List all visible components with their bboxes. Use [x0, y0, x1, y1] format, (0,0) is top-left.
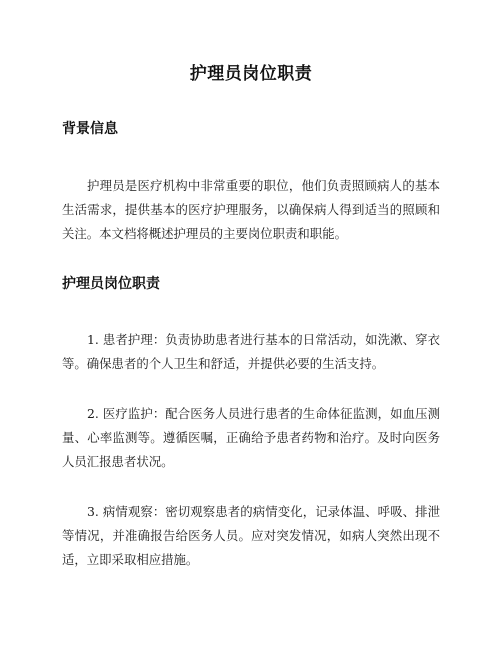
- section-heading-duties: 护理员岗位职责: [62, 276, 160, 292]
- duty-item-condition-observation: 3. 病情观察：密切观察患者的病情变化，记录体温、呼吸、排泄等情况，并准确报告给医务人员。应对突发情况，如病人突然出现不适，立即采取相应措施。: [62, 504, 440, 567]
- background-paragraph: 护理员是医疗机构中非常重要的职位，他们负责照顾病人的基本生活需求，提供基本的医疗护理服务，以确保病人得到适当的照顾和关注。本文档将概述护理员的主要岗位职责和职能。: [62, 178, 440, 241]
- duty-item-patient-care: 1. 患者护理：负责协助患者进行基本的日常活动，如洗漱、穿衣等。确保患者的个人卫生和舒适，并提供必要的生活支持。: [62, 332, 440, 371]
- document-title: 护理员岗位职责: [189, 64, 313, 84]
- section-heading-background: 背景信息: [62, 121, 118, 137]
- duty-item-medical-monitoring: 2. 医疗监护：配合医务人员进行患者的生命体征监测，如血压测量、心率监测等。遵循医嘱，正确给予患者药物和治疗。及时向医务人员汇报患者状况。: [62, 406, 440, 469]
